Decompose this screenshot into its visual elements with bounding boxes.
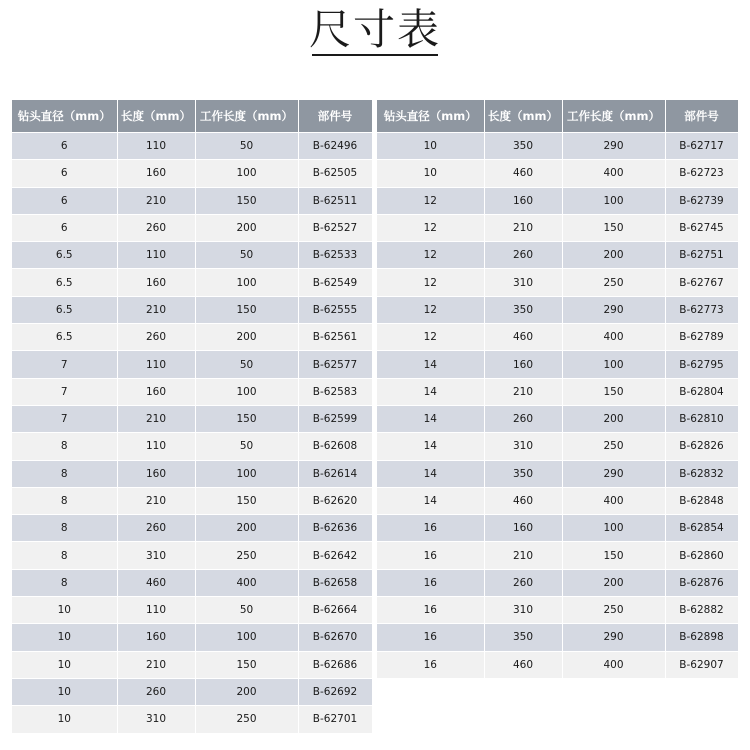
cell-part-number: B-62848 (665, 487, 738, 514)
cell-working-length: 290 (562, 624, 665, 651)
header-working-length: 工作长度（mm） (562, 100, 665, 133)
table-row (377, 324, 738, 351)
cell-length: 160 (117, 160, 195, 187)
table-row (377, 160, 738, 187)
cell-length: 110 (117, 351, 195, 378)
cell-working-length: 100 (195, 460, 298, 487)
cell-drill-diameter: 16 (377, 542, 484, 569)
cell-length: 350 (484, 460, 562, 487)
header-drill-diameter: 钻头直径（mm） (377, 100, 484, 133)
cell-working-length: 200 (562, 242, 665, 269)
cell-working-length: 50 (195, 433, 298, 460)
cell-working-length: 150 (562, 214, 665, 241)
cell-drill-diameter: 16 (377, 597, 484, 624)
table-row (12, 624, 372, 651)
table-row (12, 214, 372, 241)
table-header-row (377, 100, 738, 133)
cell-part-number: B-62898 (665, 624, 738, 651)
cell-working-length: 100 (195, 624, 298, 651)
cell-part-number: B-62773 (665, 296, 738, 323)
cell-length: 210 (117, 405, 195, 432)
cell-drill-diameter: 6 (12, 187, 117, 214)
cell-working-length: 200 (562, 405, 665, 432)
table-row (12, 324, 372, 351)
cell-drill-diameter: 7 (12, 378, 117, 405)
cell-working-length: 100 (562, 187, 665, 214)
cell-working-length: 50 (195, 133, 298, 160)
cell-part-number: B-62599 (298, 405, 372, 432)
cell-length: 310 (117, 706, 195, 733)
cell-length: 460 (484, 487, 562, 514)
cell-part-number: B-62505 (298, 160, 372, 187)
table-row (12, 133, 372, 160)
table-row (377, 433, 738, 460)
cell-drill-diameter: 8 (12, 460, 117, 487)
cell-drill-diameter: 10 (377, 160, 484, 187)
cell-drill-diameter: 12 (377, 324, 484, 351)
cell-drill-diameter: 6 (12, 133, 117, 160)
cell-working-length: 200 (195, 678, 298, 705)
cell-drill-diameter: 14 (377, 405, 484, 432)
cell-length: 260 (117, 678, 195, 705)
table-row (377, 378, 738, 405)
cell-length: 460 (117, 569, 195, 596)
cell-drill-diameter: 16 (377, 569, 484, 596)
table-row (12, 569, 372, 596)
cell-part-number: B-62608 (298, 433, 372, 460)
cell-length: 160 (484, 187, 562, 214)
table-row (377, 597, 738, 624)
cell-length: 160 (484, 515, 562, 542)
cell-drill-diameter: 6.5 (12, 242, 117, 269)
cell-part-number: B-62577 (298, 351, 372, 378)
cell-drill-diameter: 8 (12, 569, 117, 596)
cell-working-length: 100 (195, 160, 298, 187)
table-row (377, 296, 738, 323)
cell-length: 210 (117, 487, 195, 514)
cell-working-length: 200 (562, 569, 665, 596)
cell-length: 110 (117, 242, 195, 269)
table-row (377, 242, 738, 269)
cell-part-number: B-62795 (665, 351, 738, 378)
cell-drill-diameter: 10 (377, 133, 484, 160)
table-row (12, 187, 372, 214)
cell-length: 210 (117, 651, 195, 678)
cell-length: 210 (484, 542, 562, 569)
cell-part-number: B-62826 (665, 433, 738, 460)
table-row (12, 487, 372, 514)
cell-part-number: B-62561 (298, 324, 372, 351)
table-row (12, 597, 372, 624)
cell-drill-diameter: 8 (12, 515, 117, 542)
cell-working-length: 200 (195, 515, 298, 542)
cell-drill-diameter: 10 (12, 706, 117, 733)
cell-working-length: 290 (562, 296, 665, 323)
cell-working-length: 250 (195, 542, 298, 569)
cell-working-length: 290 (562, 133, 665, 160)
table-row (377, 542, 738, 569)
table-row (12, 678, 372, 705)
cell-part-number: B-62549 (298, 269, 372, 296)
cell-part-number: B-62723 (665, 160, 738, 187)
cell-length: 210 (484, 214, 562, 241)
cell-working-length: 50 (195, 242, 298, 269)
cell-part-number: B-62496 (298, 133, 372, 160)
cell-part-number: B-62527 (298, 214, 372, 241)
cell-working-length: 250 (562, 269, 665, 296)
cell-part-number: B-62882 (665, 597, 738, 624)
cell-working-length: 400 (562, 487, 665, 514)
cell-drill-diameter: 12 (377, 269, 484, 296)
cell-part-number: B-62620 (298, 487, 372, 514)
title-underline (312, 54, 438, 56)
cell-part-number: B-62860 (665, 542, 738, 569)
cell-drill-diameter: 16 (377, 515, 484, 542)
cell-part-number: B-62692 (298, 678, 372, 705)
table-row (12, 378, 372, 405)
cell-length: 260 (484, 569, 562, 596)
cell-working-length: 150 (195, 651, 298, 678)
cell-length: 110 (117, 433, 195, 460)
cell-working-length: 200 (195, 324, 298, 351)
cell-drill-diameter: 8 (12, 542, 117, 569)
page-title: 尺寸表 (308, 5, 441, 54)
cell-length: 160 (117, 378, 195, 405)
cell-length: 160 (117, 460, 195, 487)
cell-part-number: B-62642 (298, 542, 372, 569)
table-row (377, 624, 738, 651)
cell-length: 260 (484, 405, 562, 432)
cell-drill-diameter: 6 (12, 214, 117, 241)
table-row (377, 487, 738, 514)
cell-length: 460 (484, 160, 562, 187)
cell-part-number: B-62701 (298, 706, 372, 733)
table-row (377, 651, 738, 678)
cell-part-number: B-62832 (665, 460, 738, 487)
table-row (12, 269, 372, 296)
cell-working-length: 150 (195, 187, 298, 214)
table-row (377, 214, 738, 241)
cell-drill-diameter: 10 (12, 678, 117, 705)
cell-working-length: 150 (195, 296, 298, 323)
cell-working-length: 50 (195, 597, 298, 624)
cell-working-length: 400 (195, 569, 298, 596)
table-row (377, 351, 738, 378)
cell-working-length: 100 (562, 351, 665, 378)
table-row (12, 405, 372, 432)
table-row (12, 460, 372, 487)
table-row (12, 296, 372, 323)
size-table-right (377, 100, 739, 679)
cell-drill-diameter: 8 (12, 487, 117, 514)
cell-working-length: 200 (195, 214, 298, 241)
cell-working-length: 100 (195, 378, 298, 405)
cell-drill-diameter: 6.5 (12, 296, 117, 323)
cell-working-length: 50 (195, 351, 298, 378)
cell-drill-diameter: 7 (12, 405, 117, 432)
cell-drill-diameter: 12 (377, 214, 484, 241)
cell-working-length: 400 (562, 324, 665, 351)
cell-drill-diameter: 7 (12, 351, 117, 378)
cell-part-number: B-62767 (665, 269, 738, 296)
cell-length: 460 (484, 651, 562, 678)
cell-length: 160 (484, 351, 562, 378)
cell-working-length: 290 (562, 460, 665, 487)
table-row (12, 651, 372, 678)
table-row (377, 187, 738, 214)
cell-part-number: B-62717 (665, 133, 738, 160)
cell-length: 260 (484, 242, 562, 269)
cell-working-length: 150 (562, 542, 665, 569)
cell-part-number: B-62555 (298, 296, 372, 323)
cell-part-number: B-62533 (298, 242, 372, 269)
header-working-length: 工作长度（mm） (195, 100, 298, 133)
table-row (12, 351, 372, 378)
header-part-number: 部件号 (665, 100, 738, 133)
cell-drill-diameter: 8 (12, 433, 117, 460)
cell-working-length: 100 (562, 515, 665, 542)
cell-length: 310 (484, 433, 562, 460)
cell-length: 260 (117, 214, 195, 241)
cell-drill-diameter: 10 (12, 624, 117, 651)
cell-length: 110 (117, 133, 195, 160)
cell-drill-diameter: 14 (377, 378, 484, 405)
cell-drill-diameter: 6.5 (12, 269, 117, 296)
cell-working-length: 250 (562, 433, 665, 460)
cell-drill-diameter: 16 (377, 651, 484, 678)
header-part-number: 部件号 (298, 100, 372, 133)
table-row (377, 405, 738, 432)
header-length: 长度（mm） (117, 100, 195, 133)
table-row (12, 242, 372, 269)
cell-part-number: B-62739 (665, 187, 738, 214)
cell-length: 310 (117, 542, 195, 569)
cell-drill-diameter: 10 (12, 651, 117, 678)
header-length: 长度（mm） (484, 100, 562, 133)
cell-drill-diameter: 12 (377, 187, 484, 214)
cell-part-number: B-62636 (298, 515, 372, 542)
table-header-row (12, 100, 372, 133)
cell-drill-diameter: 14 (377, 433, 484, 460)
cell-part-number: B-62670 (298, 624, 372, 651)
header-drill-diameter: 钻头直径（mm） (12, 100, 117, 133)
cell-length: 110 (117, 597, 195, 624)
cell-part-number: B-62583 (298, 378, 372, 405)
cell-part-number: B-62511 (298, 187, 372, 214)
cell-length: 350 (484, 624, 562, 651)
cell-working-length: 150 (195, 487, 298, 514)
cell-length: 350 (484, 296, 562, 323)
table-row (377, 460, 738, 487)
cell-length: 210 (484, 378, 562, 405)
cell-length: 310 (484, 269, 562, 296)
cell-drill-diameter: 6.5 (12, 324, 117, 351)
cell-drill-diameter: 10 (12, 597, 117, 624)
cell-working-length: 400 (562, 651, 665, 678)
cell-part-number: B-62876 (665, 569, 738, 596)
cell-part-number: B-62745 (665, 214, 738, 241)
table-row (12, 706, 372, 733)
cell-drill-diameter: 12 (377, 296, 484, 323)
cell-drill-diameter: 14 (377, 487, 484, 514)
table-row (12, 433, 372, 460)
cell-length: 260 (117, 515, 195, 542)
cell-working-length: 250 (562, 597, 665, 624)
cell-length: 160 (117, 269, 195, 296)
cell-length: 460 (484, 324, 562, 351)
cell-working-length: 150 (562, 378, 665, 405)
cell-part-number: B-62751 (665, 242, 738, 269)
table-row (377, 269, 738, 296)
cell-working-length: 150 (195, 405, 298, 432)
cell-part-number: B-62804 (665, 378, 738, 405)
cell-working-length: 250 (195, 706, 298, 733)
cell-part-number: B-62664 (298, 597, 372, 624)
cell-length: 260 (117, 324, 195, 351)
table-row (377, 515, 738, 542)
table-row (377, 133, 738, 160)
cell-part-number: B-62686 (298, 651, 372, 678)
cell-drill-diameter: 14 (377, 351, 484, 378)
table-row (12, 542, 372, 569)
cell-length: 210 (117, 187, 195, 214)
cell-length: 210 (117, 296, 195, 323)
table-row (12, 160, 372, 187)
cell-length: 350 (484, 133, 562, 160)
cell-part-number: B-62810 (665, 405, 738, 432)
cell-part-number: B-62854 (665, 515, 738, 542)
cell-part-number: B-62789 (665, 324, 738, 351)
cell-part-number: B-62907 (665, 651, 738, 678)
cell-working-length: 400 (562, 160, 665, 187)
cell-drill-diameter: 14 (377, 460, 484, 487)
cell-working-length: 100 (195, 269, 298, 296)
cell-part-number: B-62614 (298, 460, 372, 487)
cell-drill-diameter: 12 (377, 242, 484, 269)
size-table-left (12, 100, 373, 734)
cell-length: 160 (117, 624, 195, 651)
cell-drill-diameter: 16 (377, 624, 484, 651)
table-row (377, 569, 738, 596)
cell-length: 310 (484, 597, 562, 624)
cell-drill-diameter: 6 (12, 160, 117, 187)
cell-part-number: B-62658 (298, 569, 372, 596)
table-row (12, 515, 372, 542)
